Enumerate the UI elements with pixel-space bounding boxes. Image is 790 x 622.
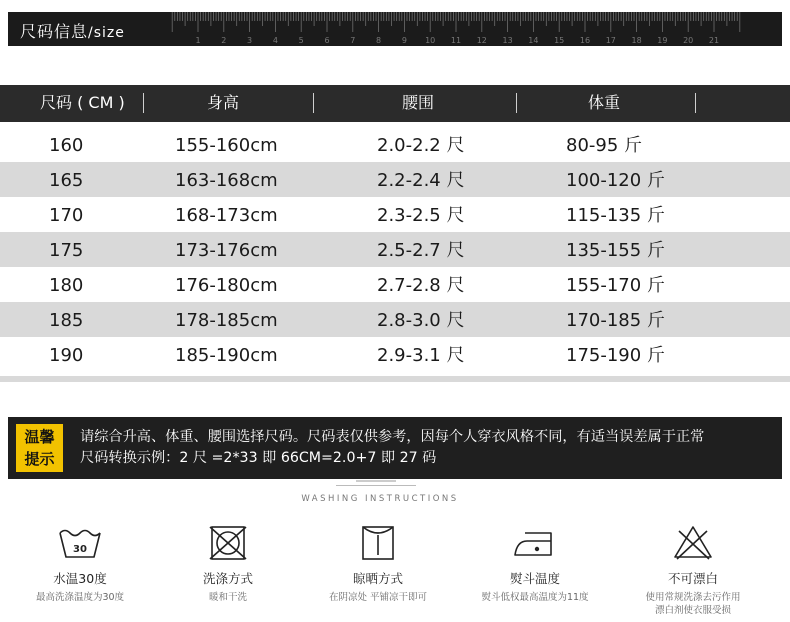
care-desc: 暖和干洗 (208, 592, 247, 603)
header-weight: 体重 (588, 93, 621, 112)
ruler-number: 7 (350, 36, 356, 45)
no-bleach-icon (669, 525, 717, 561)
tip-text-line1: 请综合升高、体重、腰围选择尺码。尺码表仅供参考，因每个人穿衣风格不同，有适当误差属于正常 (80, 429, 705, 445)
table-row (0, 337, 790, 372)
header-divider (516, 93, 517, 113)
tip-label-line1: 温馨 (24, 428, 55, 446)
care-title: 洗涤方式 (202, 571, 253, 586)
tip-bar (8, 417, 782, 479)
header-divider (313, 93, 314, 113)
washing-heading-divider (336, 479, 416, 486)
cell-weight: 155-170 斤 (566, 275, 665, 296)
banner-subtitle: /size (88, 25, 125, 41)
cell-height: 178-185cm (175, 310, 278, 331)
header-height: 身高 (207, 93, 240, 112)
cell-height: 155-160cm (175, 135, 278, 156)
care-desc: 熨斗低权最高温度为11度 (481, 592, 589, 603)
ruler-number: 15 (554, 36, 565, 45)
iron-low-icon (511, 525, 559, 561)
care-title: 晾晒方式 (352, 571, 403, 586)
cell-weight: 100-120 斤 (566, 170, 665, 191)
size-table-header (0, 85, 790, 122)
ruler-graphic (8, 12, 782, 46)
cell-size: 180 (49, 275, 84, 296)
ruler-number: 19 (657, 36, 668, 45)
care-desc-line2: 漂白剂使衣服受损 (654, 605, 731, 616)
tip-text (80, 427, 704, 469)
care-title: 水温30度 (53, 571, 107, 586)
cell-waist: 2.0-2.2 尺 (377, 135, 465, 156)
banner-title-text: 尺码信息 (20, 22, 89, 41)
care-desc-line1: 使用常规洗涤去污作用 (645, 592, 741, 603)
ruler-number: 9 (401, 36, 407, 45)
ruler-number: 5 (298, 36, 304, 45)
cell-waist: 2.9-3.1 尺 (377, 345, 465, 366)
care-item-bleach (618, 525, 768, 617)
cell-waist: 2.5-2.7 尺 (377, 240, 465, 261)
ruler-number: 11 (450, 36, 462, 45)
cell-weight: 80-95 斤 (566, 135, 643, 156)
wash-30-icon (56, 525, 104, 561)
ruler-number: 8 (376, 36, 382, 45)
table-row (0, 302, 790, 337)
ruler-number: 10 (425, 36, 436, 45)
care-item-drying (303, 525, 453, 604)
cell-weight: 175-190 斤 (566, 345, 665, 366)
ruler-number: 16 (579, 36, 591, 45)
ruler-number: 14 (528, 36, 539, 45)
care-item-wash-temp (5, 525, 155, 604)
table-row (0, 232, 790, 267)
header-size: 尺码 ( CM ) (40, 93, 125, 112)
cell-height: 173-176cm (175, 240, 278, 261)
ruler-number: 20 (683, 36, 694, 45)
line-dry-icon (354, 525, 402, 561)
cell-size: 185 (49, 310, 84, 331)
care-title: 不可漂白 (667, 571, 718, 586)
table-row (0, 162, 790, 197)
no-tumble-dry-icon (204, 525, 252, 561)
cell-size: 165 (49, 170, 84, 191)
tip-label (16, 424, 63, 472)
cell-weight: 170-185 斤 (566, 310, 665, 331)
table-row (0, 127, 790, 162)
ruler-number: 21 (708, 36, 720, 45)
care-title: 熨斗温度 (509, 571, 560, 586)
ruler-number: 17 (605, 36, 616, 45)
washing-title: WASHING INSTRUCTIONS (301, 494, 459, 504)
cell-size: 175 (49, 240, 84, 261)
care-item-wash-method (153, 525, 303, 604)
care-item-iron (460, 525, 610, 604)
cell-waist: 2.3-2.5 尺 (377, 205, 465, 226)
header-waist: 腰围 (402, 93, 435, 112)
ruler-number: 3 (247, 36, 253, 45)
cell-height: 185-190cm (175, 345, 278, 366)
header-divider (695, 93, 696, 113)
ruler-number: 2 (221, 36, 227, 45)
cell-height: 176-180cm (175, 275, 278, 296)
cell-size: 160 (49, 135, 84, 156)
ruler-number: 18 (631, 36, 642, 45)
ruler-number: 12 (476, 36, 487, 45)
ruler-number: 4 (272, 36, 278, 45)
cell-size: 190 (49, 345, 84, 366)
tip-text-line2: 尺码转换示例：2 尺 =2*33 即 66CM=2.0+7 即 27 码 (80, 450, 437, 466)
cell-waist: 2.7-2.8 尺 (377, 275, 465, 296)
cell-weight: 135-155 斤 (566, 240, 665, 261)
cell-height: 163-168cm (175, 170, 278, 191)
table-row (0, 267, 790, 302)
wash-temp-text: 30 (73, 544, 87, 555)
header-divider (143, 93, 144, 113)
cell-waist: 2.8-3.0 尺 (377, 310, 465, 331)
ruler-number: 6 (324, 36, 330, 45)
tip-label-line2: 提示 (24, 450, 55, 468)
ruler-number: 1 (195, 36, 201, 45)
size-info-banner (8, 12, 782, 46)
cell-size: 170 (49, 205, 84, 226)
cell-waist: 2.2-2.4 尺 (377, 170, 465, 191)
care-desc: 在阴凉处 平铺凉干即可 (328, 592, 428, 603)
care-desc (618, 591, 768, 617)
cell-weight: 115-135 斤 (566, 205, 665, 226)
table-row (0, 197, 790, 232)
care-desc: 最高洗涤温度为30度 (35, 592, 125, 603)
ruler-number: 13 (502, 36, 513, 45)
table-bottom-bar (0, 376, 790, 382)
cell-height: 168-173cm (175, 205, 278, 226)
